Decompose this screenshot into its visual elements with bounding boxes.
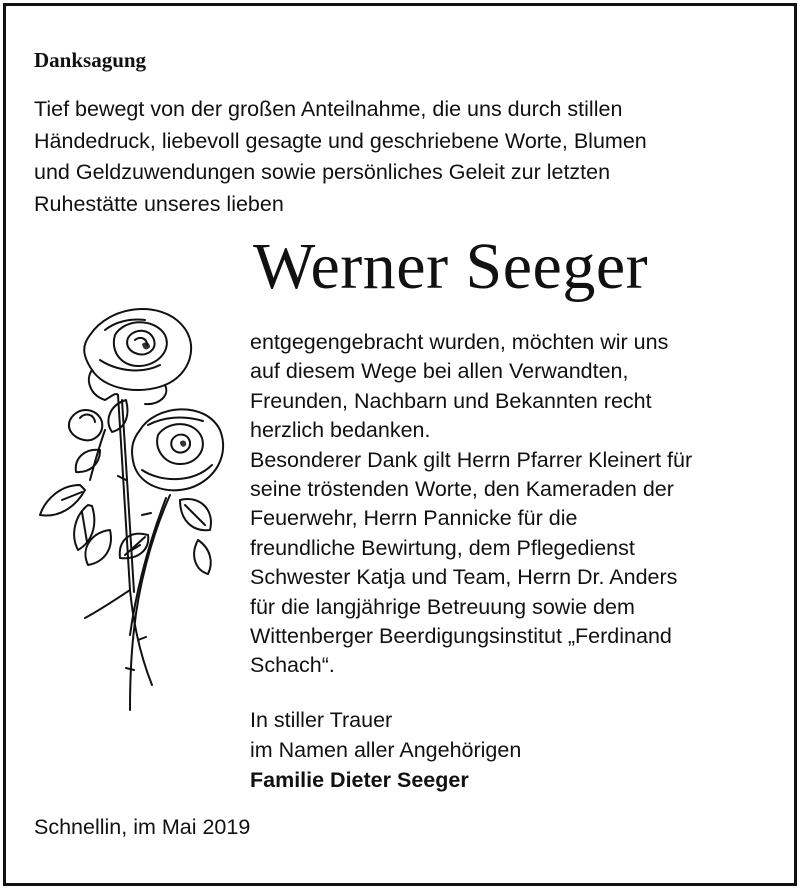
body-text <box>250 328 780 681</box>
intro-text <box>34 94 774 220</box>
body-line: freundliche Bewirtung, dem Pflegedienst <box>250 535 635 560</box>
body-line: Wittenberger Beerdigungsinstitut „Ferdinand <box>250 624 672 649</box>
body-line: seine tröstenden Worte, den Kameraden der <box>250 477 674 502</box>
roses-illustration <box>30 300 230 715</box>
body-line: entgegengebracht wurden, möchten wir uns <box>250 330 669 354</box>
body-line: auf diesem Wege bei allen Verwandten, <box>250 359 629 384</box>
body-line: herzlich bedanken. <box>250 418 431 443</box>
closing-line: In stiller Trauer <box>250 708 393 732</box>
body-line: Feuerwehr, Herrn Pannicke für die <box>250 506 578 531</box>
body-line: Freunden, Nachbarn und Bekannten recht <box>250 388 652 413</box>
notice-title: Danksagung <box>34 48 147 72</box>
body-line: Schwester Katja und Team, Herrn Dr. Anders <box>250 565 678 590</box>
body-line: Schach“. <box>250 653 335 678</box>
intro-line: und Geldzuwendungen sowie persönliches Geleit zur letzten <box>34 160 611 184</box>
intro-line: Tief bewegt von der großen Anteilnahme, die uns durch stillen <box>34 97 623 121</box>
closing-block <box>250 705 521 795</box>
body-line: für die langjährige Betreuung sowie dem <box>250 594 635 619</box>
body-line: Besonderer Dank gilt Herrn Pfarrer Kleinert für <box>250 447 693 472</box>
deceased-name: Werner Seeger <box>253 230 649 303</box>
intro-line: Händedruck, liebevoll gesagte und geschriebene Worte, Blumen <box>34 128 647 153</box>
place-date: Schnellin, im Mai 2019 <box>34 815 251 839</box>
family-signature: Familie Dieter Seeger <box>250 768 469 792</box>
closing-line: im Namen aller Angehörigen <box>250 738 522 762</box>
intro-line: Ruhestätte unseres lieben <box>34 191 284 216</box>
